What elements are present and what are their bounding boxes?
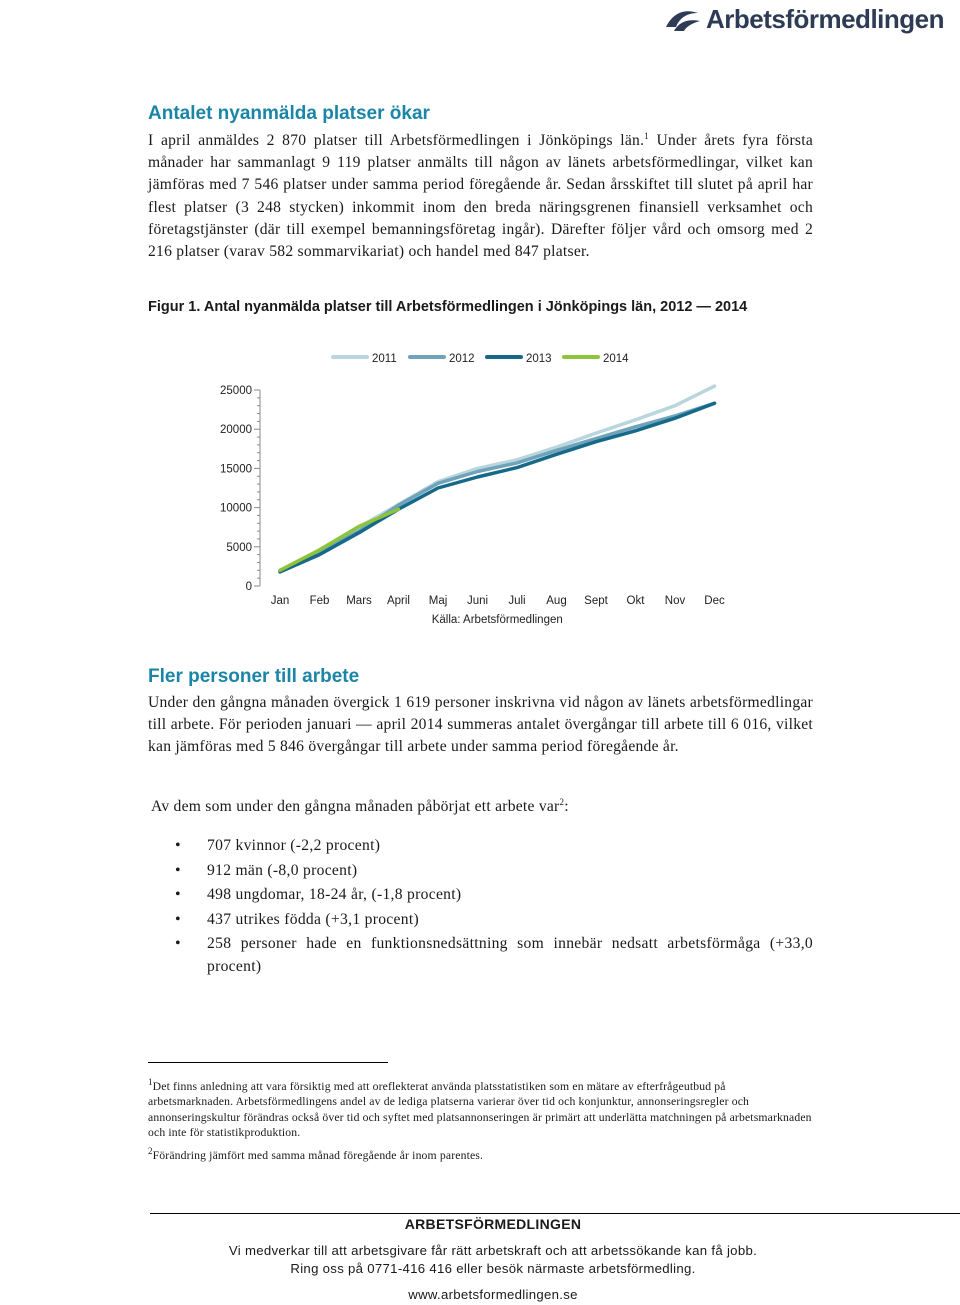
series-line-2011 (280, 386, 715, 571)
paragraph-arbete: Under den gångna månaden övergick 1 619 personer inskrivna vid någon av länets arbetsförmedlingar till arbete. För perioden januari — april 2014 summeras antalet övergångar till arbete till 6 016, vilket kan jämföras med 5 846 övergångar till arbete under samma period föregående år. (148, 694, 813, 756)
x-tick-label: Maj (428, 595, 448, 607)
y-tick-label: 10000 (220, 502, 252, 515)
line-chart (200, 340, 760, 632)
footnote-1-text: Det finns anledning att vara försiktig med att oreflekterat använda platsstatistiken som en mätare av efterfrågeutbud på arbetsmarknaden. Arbetsförmedlingens andel av de lediga platserna varierar över tid och konjunktur, annonseringsregler och annonseringskultur förändras också över tid och syftet med platsannonseringen är primärt att underlätta matchningen på arbetsmarknaden och inte för statistikproduktion. (148, 1080, 812, 1140)
legend-label-2014: 2014 (603, 353, 629, 365)
section-heading-arbete: Fler personer till arbete (148, 666, 360, 687)
list-item: • 258 personer hade en funktionsnedsättning som innebär nedsatt arbetsförmåga (+33,0 procent) (148, 933, 813, 978)
footnote-1 (148, 1079, 813, 1141)
footnote-number-1: 1 (148, 1077, 153, 1088)
footer-line-2: Ring oss på 0771-416 416 eller besök närmaste arbetsförmedling. (290, 1261, 696, 1276)
series-line-2013 (280, 403, 715, 572)
legend-label-2012: 2012 (449, 353, 475, 365)
footnote-ref-2[interactable]: 2 (559, 796, 565, 807)
list-item: • 498 ungdomar, 18-24 år, (-1,8 procent) (148, 884, 813, 907)
x-tick-label: Okt (626, 595, 645, 607)
intro-text: Av dem som under den gångna månaden påbörjat ett arbete var (151, 798, 560, 815)
series-line-2014 (280, 509, 399, 570)
paragraph-text: I april anmäldes 2 870 platser till Arbetsförmedlingen i Jönköpings län. (148, 132, 645, 149)
x-tick-label: Nov (664, 595, 686, 607)
x-tick-label: Feb (309, 595, 330, 607)
x-tick-label: Mars (346, 595, 372, 607)
x-tick-label: Juli (508, 595, 526, 607)
paragraph-platser (148, 130, 813, 263)
chart-source-label: Källa: Arbetsförmedlingen (431, 614, 563, 626)
y-tick-label: 0 (245, 581, 252, 593)
y-tick-label: 5000 (226, 541, 252, 554)
footer-line-1: Vi medverkar till att arbetsgivare får rätt arbetskraft och att arbetssökande kan få jobb. (228, 1243, 758, 1258)
section-heading-platser: Antalet nyanmälda platser ökar (148, 103, 430, 124)
x-tick-label: April (386, 595, 411, 607)
series-line-2012 (280, 403, 715, 571)
header-logo (664, 4, 944, 35)
footnote-number-2: 2 (148, 1146, 153, 1157)
footer-org: ARBETSFÖRMEDLINGEN (404, 1216, 582, 1232)
footer-url[interactable]: www.arbetsformedlingen.se (408, 1287, 578, 1302)
legend-label-2013: 2013 (526, 353, 552, 365)
footnote-2-text: Förändring jämfört med samma månad föregående år inom parentes. (152, 1149, 484, 1162)
footnote-divider (148, 1062, 388, 1063)
bullet-list (148, 835, 813, 980)
footnote-ref-1[interactable]: 1 (644, 130, 649, 141)
x-tick-label: Aug (546, 595, 567, 607)
arbetsformedlingen-swoosh-icon (664, 7, 702, 33)
footer-divider (150, 1213, 960, 1214)
x-tick-label: Juni (466, 595, 489, 607)
x-tick-label: Sept (584, 595, 608, 607)
y-tick-label: 25000 (220, 385, 252, 397)
paragraph-text-cont: Under årets fyra första månader har sammanlagt 9 119 platser anmälts till någon av länets arbetsförmedlingar, vilket kan jämföras med 7 546 platser under samma period föregående år. Sedan årsskiftet till slutet på april har flest platser (3 248 stycken) inkommit inom den breda näringsgrenen finansiell verksamhet och företagstjänster (där till exempel bemanningsföretag ingår). Därefter följer vård och omsorg med 2 216 platser (varav 582 sommarvikariat) och handel med 847 platser. (148, 132, 813, 261)
legend-label-2011: 2011 (372, 353, 397, 365)
intro-colon: : (564, 798, 569, 815)
list-item: • 437 utrikes födda (+3,1 procent) (148, 909, 813, 932)
y-tick-label: 15000 (220, 463, 252, 476)
figure-caption: Figur 1. Antal nyanmälda platser till Arbetsförmedlingen i Jönköpings län, 2012 — 2014 (148, 299, 748, 315)
list-item: • 912 män (-8,0 procent) (148, 860, 813, 883)
footnote-2 (148, 1148, 813, 1163)
x-tick-label: Dec (704, 595, 725, 607)
logo-text: Arbetsförmedlingen (705, 4, 944, 34)
list-item: • 707 kvinnor (-2,2 procent) (148, 835, 813, 858)
y-tick-label: 20000 (220, 424, 252, 437)
paragraph-intro-list (151, 796, 816, 818)
x-tick-label: Jan (270, 595, 290, 607)
